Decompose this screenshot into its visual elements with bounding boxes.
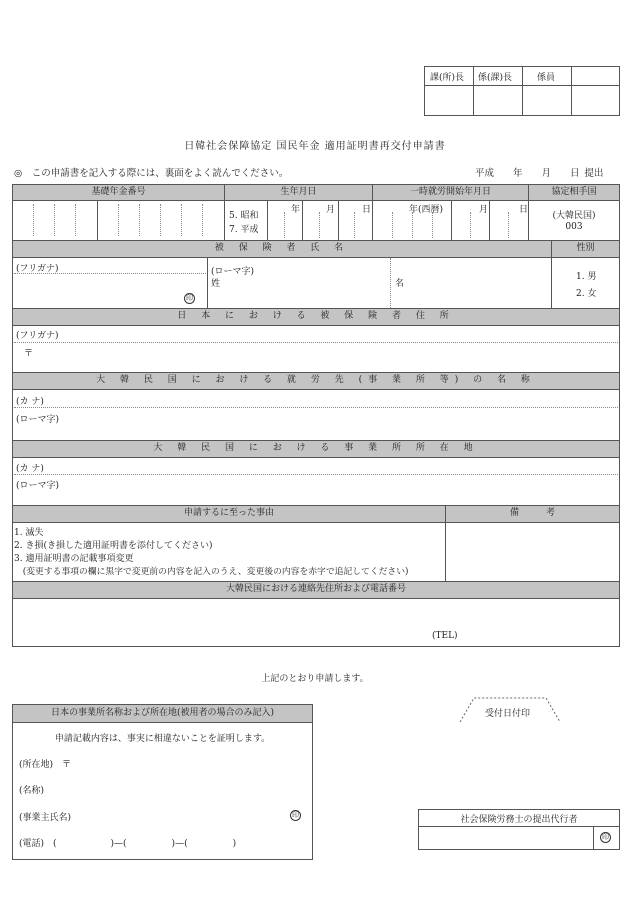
receipt-stamp-label: 受付日付印 xyxy=(485,709,531,719)
seal-mark: 印 xyxy=(292,811,299,819)
country-code: 003 xyxy=(565,222,583,232)
header-kr-office-address: 大 韓 民 国 に お け る 事 業 所 所 在 地 xyxy=(12,440,620,458)
header-partner-country: 協定相手国 xyxy=(528,184,620,201)
furigana-label: (フリガナ) xyxy=(16,264,59,274)
seal-mark: 印 xyxy=(602,833,609,841)
day-label: 日 xyxy=(570,168,580,179)
reason-option[interactable]: 2. き損(き損した適用証明書を添付してください) xyxy=(14,541,213,551)
name-field[interactable]: (名称) xyxy=(19,786,45,796)
birth-day-label: 日 xyxy=(362,205,372,215)
sex-male[interactable]: 1. 男 xyxy=(576,272,597,282)
sex-female[interactable]: 2. 女 xyxy=(576,289,597,299)
given-name-label[interactable]: 名 xyxy=(395,279,405,289)
romaji-label: (ローマ字) xyxy=(211,267,255,277)
declaration: 上記のとおり申請します。 xyxy=(261,674,369,684)
kana-label[interactable]: (カ ナ) xyxy=(16,397,44,407)
birth-year-label: 年 xyxy=(291,205,301,215)
submit-date xyxy=(475,165,603,179)
header-remarks: 備 考 xyxy=(445,505,620,523)
reason-option[interactable]: 3. 適用証明書の記載事項変更 xyxy=(14,554,134,564)
work-year-label: 年(西暦) xyxy=(409,205,444,215)
surname-label[interactable]: 姓 xyxy=(211,279,221,289)
submit-label: 提出 xyxy=(584,168,604,179)
era: 平成 xyxy=(475,168,495,179)
owner-field[interactable]: (事業主氏名) xyxy=(19,813,72,823)
header-work-start: 一時就労開始年月日 xyxy=(372,184,529,201)
location-field[interactable]: (所在地) 〒 xyxy=(19,760,72,770)
postal-mark: 〒 xyxy=(24,349,34,359)
header-pension-number: 基礎年金番号 xyxy=(12,184,225,201)
era-showa[interactable]: 5. 昭和 xyxy=(229,211,259,221)
header-jp-address: 日 本 に お け る 被 保 険 者 住 所 xyxy=(12,308,620,326)
romaji-label[interactable]: (ローマ字) xyxy=(16,481,60,491)
header-kr-workplace: 大 韓 民 国 に お け る 就 労 先 (事 業 所 等) の 名 称 xyxy=(12,372,620,390)
name-furigana-input[interactable] xyxy=(14,274,206,306)
instruction-note: ◎ この申請書を記入する際には、裏面をよく読んでください。 xyxy=(14,168,289,179)
header-reason: 申請するに至った事由 xyxy=(12,505,446,523)
month-label: 月 xyxy=(541,168,552,179)
reason-option[interactable]: 1. 滅失 xyxy=(14,528,44,538)
agent-input[interactable] xyxy=(419,827,592,849)
furigana-label: (フリガナ) xyxy=(16,331,59,341)
era-heisei[interactable]: 7. 平成 xyxy=(229,225,259,235)
year-label: 年 xyxy=(513,168,523,179)
seal-mark: 印 xyxy=(186,294,193,302)
header-employer: 日本の事業所名称および所在地(被用者の場合のみ記入) xyxy=(12,704,313,723)
approval-header: 係(課)長 xyxy=(478,73,513,83)
header-sex: 性別 xyxy=(551,240,620,258)
work-month-label: 月 xyxy=(479,205,489,215)
agent-header: 社会保険労務士の提出代行者 xyxy=(460,815,578,825)
header-insured-name: 被 保 険 者 氏 名 xyxy=(12,240,552,258)
certify-text: 申請記載内容は、事実に相違ないことを証明します。 xyxy=(54,734,271,744)
phone-field[interactable]: (電話) ( )—( )—( ) xyxy=(19,839,237,849)
jp-address-input[interactable] xyxy=(14,343,618,372)
header-kr-contact: 大韓民国における連絡先住所および電話番号 xyxy=(12,581,620,599)
reason-note: (変更する事項の欄に黒字で変更前の内容を記入のうえ、変更後の内容を赤字で追記してください) xyxy=(14,567,409,577)
romaji-label[interactable]: (ローマ字) xyxy=(16,415,60,425)
kana-label[interactable]: (カ ナ) xyxy=(16,464,44,474)
country-name: (大韓民国) xyxy=(552,211,596,221)
birth-month-label: 月 xyxy=(326,205,336,215)
header-birthdate: 生年月日 xyxy=(224,184,373,201)
approval-header: 課(所)長 xyxy=(430,73,465,83)
tel-label: (TEL) xyxy=(432,631,458,641)
approval-header: 係員 xyxy=(537,73,556,83)
kr-contact-input[interactable] xyxy=(13,599,619,646)
work-day-label: 日 xyxy=(519,205,529,215)
form-title: 日韓社会保障協定 国民年金 適用証明書再交付申請書 xyxy=(184,141,446,152)
